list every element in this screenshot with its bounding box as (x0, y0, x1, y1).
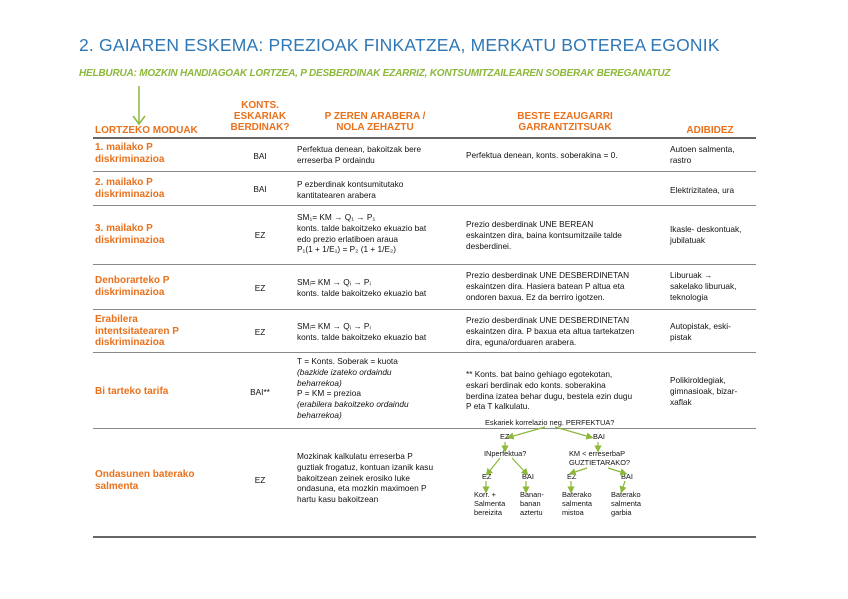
price-row-1: Perfektua denean, bakoitzak bere erreserba P ordaindu (297, 144, 422, 165)
flow-no: EZ (500, 432, 510, 441)
flow-leaf-4: Baterako salmenta garbia (611, 490, 641, 517)
price-row-2: P ezberdinak kontsumitutako kantitatearen arabera (297, 179, 404, 200)
examples-row-6: Polikiroldegiak, gimnasioak, bizar- xaflak (670, 375, 738, 407)
demand-row-7: EZ (254, 475, 266, 485)
examples-row-4: Liburuak → sakelako liburuak, teknologia (670, 270, 737, 302)
flow-imperfect: INperfektua? (484, 449, 527, 458)
header-examples: ADIBIDEZ (686, 125, 734, 136)
flow-bai-2: BAI (621, 472, 633, 481)
flow-leaf-2: Banan- banan aztertu (520, 490, 544, 517)
header-price: P ZEREN ARABERA / NOLA ZEHAZTU (324, 111, 426, 133)
demand-row-3: EZ (254, 230, 266, 240)
mode-two-part-tariff: Bi tarteko tarifa (95, 386, 169, 397)
mode-2nd-degree: 2. mailako P diskriminazioa (95, 177, 165, 200)
features-row-6: ** Konts. bat baino gehiago egotekotan, eskari berdinak edo konts. soberakina berdina izatea behar dugu, bestela ezin dugu P eta T kalkulatu. (466, 369, 633, 412)
flow-yes: BAI (593, 432, 605, 441)
features-row-1: Perfektua denean, konts. soberakina = 0. (466, 150, 618, 160)
demand-row-6: BAI** (250, 387, 270, 397)
demand-row-5: EZ (254, 327, 266, 337)
price-row-7: Mozkinak kalkulatu erreserba P guztiak frogatuz, kontuan izanik kasu bakoitzean zeinek erosiko luke ondasuna, eta mozkin maximoen P hartu kasu bakoitzean (297, 451, 434, 505)
features-row-3: Prezio desberdinak UNE BEREAN eskaintzen dira, baina kontsumitzaile talde desberdinei. (466, 219, 622, 251)
flow-ez-1: EZ (482, 472, 492, 481)
demand-row-2: BAI (253, 184, 267, 194)
mode-peak-load: Erabilera intentsitatearen P diskriminazioa (95, 314, 179, 348)
price-row-4: SMᵢ= KM → Qᵢ → Pᵢ konts. talde bakoitzeko ekuazio bat (297, 277, 427, 298)
demand-row-4: EZ (254, 283, 266, 293)
flow-km-question: KM < erreserbaP GUZTIETARAKO? (569, 449, 631, 467)
flow-leaf-3: Baterako salmenta mistoa (562, 490, 592, 517)
features-row-5: Prezio desberdinak UNE DESBERDINETAN eskaintzen dira. P baxua eta altua tartekatzen dira, eguna/orduaren arabera. (466, 315, 635, 347)
examples-row-1: Autoen salmenta, rastro (670, 144, 735, 165)
examples-row-3: Ikasle- deskontuak, jubilatuak (670, 224, 742, 245)
mode-3rd-degree: 3. mailako P diskriminazioa (95, 223, 165, 246)
page-title: 2. GAIAREN ESKEMA: PREZIOAK FINKATZEA, MERKATU BOTEREA EGONIK (79, 35, 720, 55)
table-bottom-border (93, 536, 756, 538)
price-row-6: T = Konts. Soberak = kuota (bazkide izateko ordaindu beharrekoa) P = KM = prezioa (erabilera bakoitzeko ordaindu beharrekoa) (297, 356, 409, 420)
header-demand: KONTS. ESKARIAK BERDINAK? (230, 100, 290, 133)
price-row-3: SM₁= KM → Q₁ → P₁ konts. talde bakoitzeko ekuazio bat edo prezio erlatiboen araua P₁(1 + 1/E₁) = P₂ (1 + 1/E₂) (297, 212, 427, 255)
flow-leaf-1: Korr. + Salmenta bereizita (474, 490, 506, 517)
goal-statement: HELBURUA: MOZKIN HANDIAGOAK LORTZEA, P DESBERDINAK EZARRIZ, KONTSUMITZAILEAREN SOBERAK BEREGANATUZ (79, 68, 671, 79)
flow-question: Eskariek korrelazio neg. PERFEKTUA? (485, 418, 615, 427)
mode-1st-degree: 1. mailako P diskriminazioa (95, 142, 165, 165)
features-row-4: Prezio desberdinak UNE DESBERDINETAN eskaintzen dira. Hasiera batean P altua eta ondoren baxua. Ez da berriro igotzen. (466, 270, 630, 302)
header-modes: LORTZEKO MODUAK (95, 125, 198, 136)
flow-bai-1: BAI (522, 472, 534, 481)
mode-intertemporal: Denborarteko P diskriminazioa (95, 275, 170, 298)
examples-row-5: Autopistak, eski- pistak (670, 321, 731, 342)
demand-row-1: BAI (253, 151, 267, 161)
mode-bundling: Ondasunen baterako salmenta (95, 469, 195, 492)
examples-row-2: Elektrizitatea, ura (670, 185, 735, 195)
header-features: BESTE EZAUGARRI GARRANTZITSUAK (517, 111, 613, 133)
price-row-5: SMᵢ= KM → Qᵢ → Pᵢ konts. talde bakoitzeko ekuazio bat (297, 321, 427, 342)
flow-ez-2: EZ (567, 472, 577, 481)
